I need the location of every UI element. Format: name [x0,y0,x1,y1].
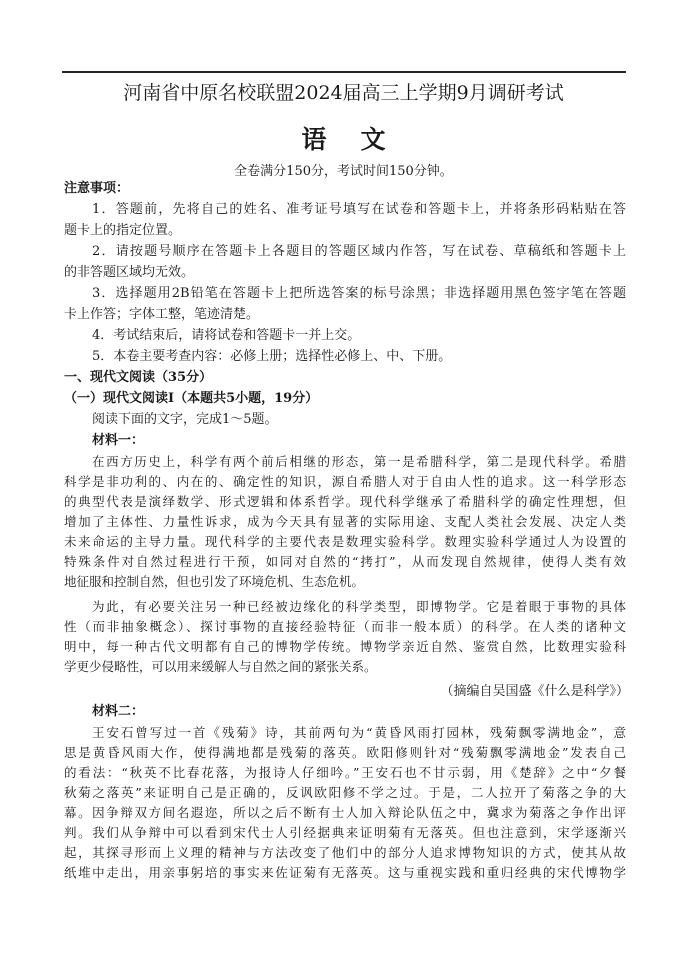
score-note: 全卷满分150分，考试时间150分钟。 [234,164,453,179]
material1-line: 特殊条件对自然过程进行干预，如同对自然的“拷打”，从而发现自然规律，使得人类有效 [64,554,626,569]
material1-line: 明中，每一种古代文明都有自己的博物学传统。博物学亲近自然、鉴赏自然，比数理实验科 [64,639,626,654]
material1-line: 地征服和控制自然，但也引发了环境危机、生态危机。 [64,574,365,589]
material1-label: 材料一： [92,433,145,448]
notice-heading: 注意事项： [64,181,130,196]
material1-line: 未来命运的主导力量。现代科学的主要代表是数理实验科学。数理实验科学通过人为设置的 [64,534,626,549]
notice-line: 1．答题前，先将自己的姓名、准考证号填写在试卷和答题卡上，并将条形码粘贴在答 [92,202,626,217]
material1-source: （摘编自吴国盛《什么是科学》） [440,684,629,699]
material1-line: 学更少侵略性，可以用来缓解人与自然之间的紧张关系。 [64,659,377,674]
top-divider [62,71,626,73]
exam-title: 河南省中原名校联盟2024届高三上学期9月调研考试 [123,82,564,104]
material2-line: 起，其探寻形而上义理的精神与方法改变了他们中的部分人追求博物知识的方式，使其从故 [64,845,626,860]
material1-line: 为此，有必要关注另一种已经被边缘化的科学类型，即博物学。它是着眼于事物的具体 [92,599,626,614]
notice-line: 4．考试结束后，请将试卷和答题卡一并上交。 [92,328,361,343]
material2-line: 纸堆中走出，用亲事躬培的事实来佐证菊有无落英。这与重视实践和重归经典的宋代博物学 [64,865,626,880]
notice-line: 5．本卷主要考查内容：必修上册；选择性必修上、中、下册。 [92,349,452,364]
material2-line: 幕。因争辩双方间名遐迩，所以之后不断有士人加入辩论队伍之中，冀求为菊落之争作出评 [64,805,626,820]
material2-line: 秋菊之落英”来证明自己是正确的，反讽欧阳修不学之过。于是，二人拉开了菊落之争的大 [64,785,626,800]
material2-line: 判。我们从争辩中可以看到宋代士人引经据典来证明菊有无落英。但也注意到，宋学逐渐兴 [64,825,626,840]
notice-line: 卡上作答；字体工整，笔迹清楚。 [64,307,260,322]
subject-title: 语文 [301,125,420,154]
notice-line: 3．选择题用2B铅笔在答题卡上把所选答案的标号涂黑；非选择题用黑色签字笔在答题 [92,286,626,301]
section-heading: 一、现代文阅读（35分） [64,370,213,385]
material1-line: 科学是非功利的、内在的、确定性的知识，源自希腊人对于自由人性的追求。这一科学形态 [64,474,626,489]
material2-line: 思是黄昏风雨大作，使得满地都是残菊的落英。欧阳修则针对“残菊飘零满地金”发表自己 [64,745,626,760]
material2-label: 材料二： [92,704,145,719]
material2-line: 的看法：“秋英不比春花落，为报诗人仔细吟。”王安石也不甘示弱，用《楚辞》之中“夕餐 [64,765,626,780]
material1-line: 的典型代表是演绎数学、形式逻辑和体系哲学。现代科学继承了希腊科学的确定性理想，但 [64,494,626,509]
notice-line: 题卡上的指定位置。 [64,223,182,238]
material1-line: 增加了主体性、力量性诉求，成为今天具有显著的实际用途、支配人类社会发展、决定人类 [64,514,626,529]
material1-line: 在西方历史上，科学有两个前后相继的形态，第一是希腊科学，第二是现代科学。希腊 [92,454,626,469]
notice-line: 2．请按题号顺序在答题卡上各题目的答题区域内作答，写在试卷、草稿纸和答题卡上 [92,244,626,259]
notice-line: 的非答题区域均无效。 [64,265,195,280]
reading-instruction: 阅读下面的文字，完成1～5题。 [92,412,278,427]
material1-line: 性（而非抽象概念）、探讨事物的直接经验特征（而非一般本质）的科学。在人类的诸种文 [64,619,626,634]
material2-line: 王安石曾写过一首《残菊》诗，其前两句为“黄昏风雨打园林，残菊飘零满地金”，意 [92,725,626,740]
subsection-heading: （一）现代文阅读Ⅰ（本题共5小题，19分） [64,391,319,406]
